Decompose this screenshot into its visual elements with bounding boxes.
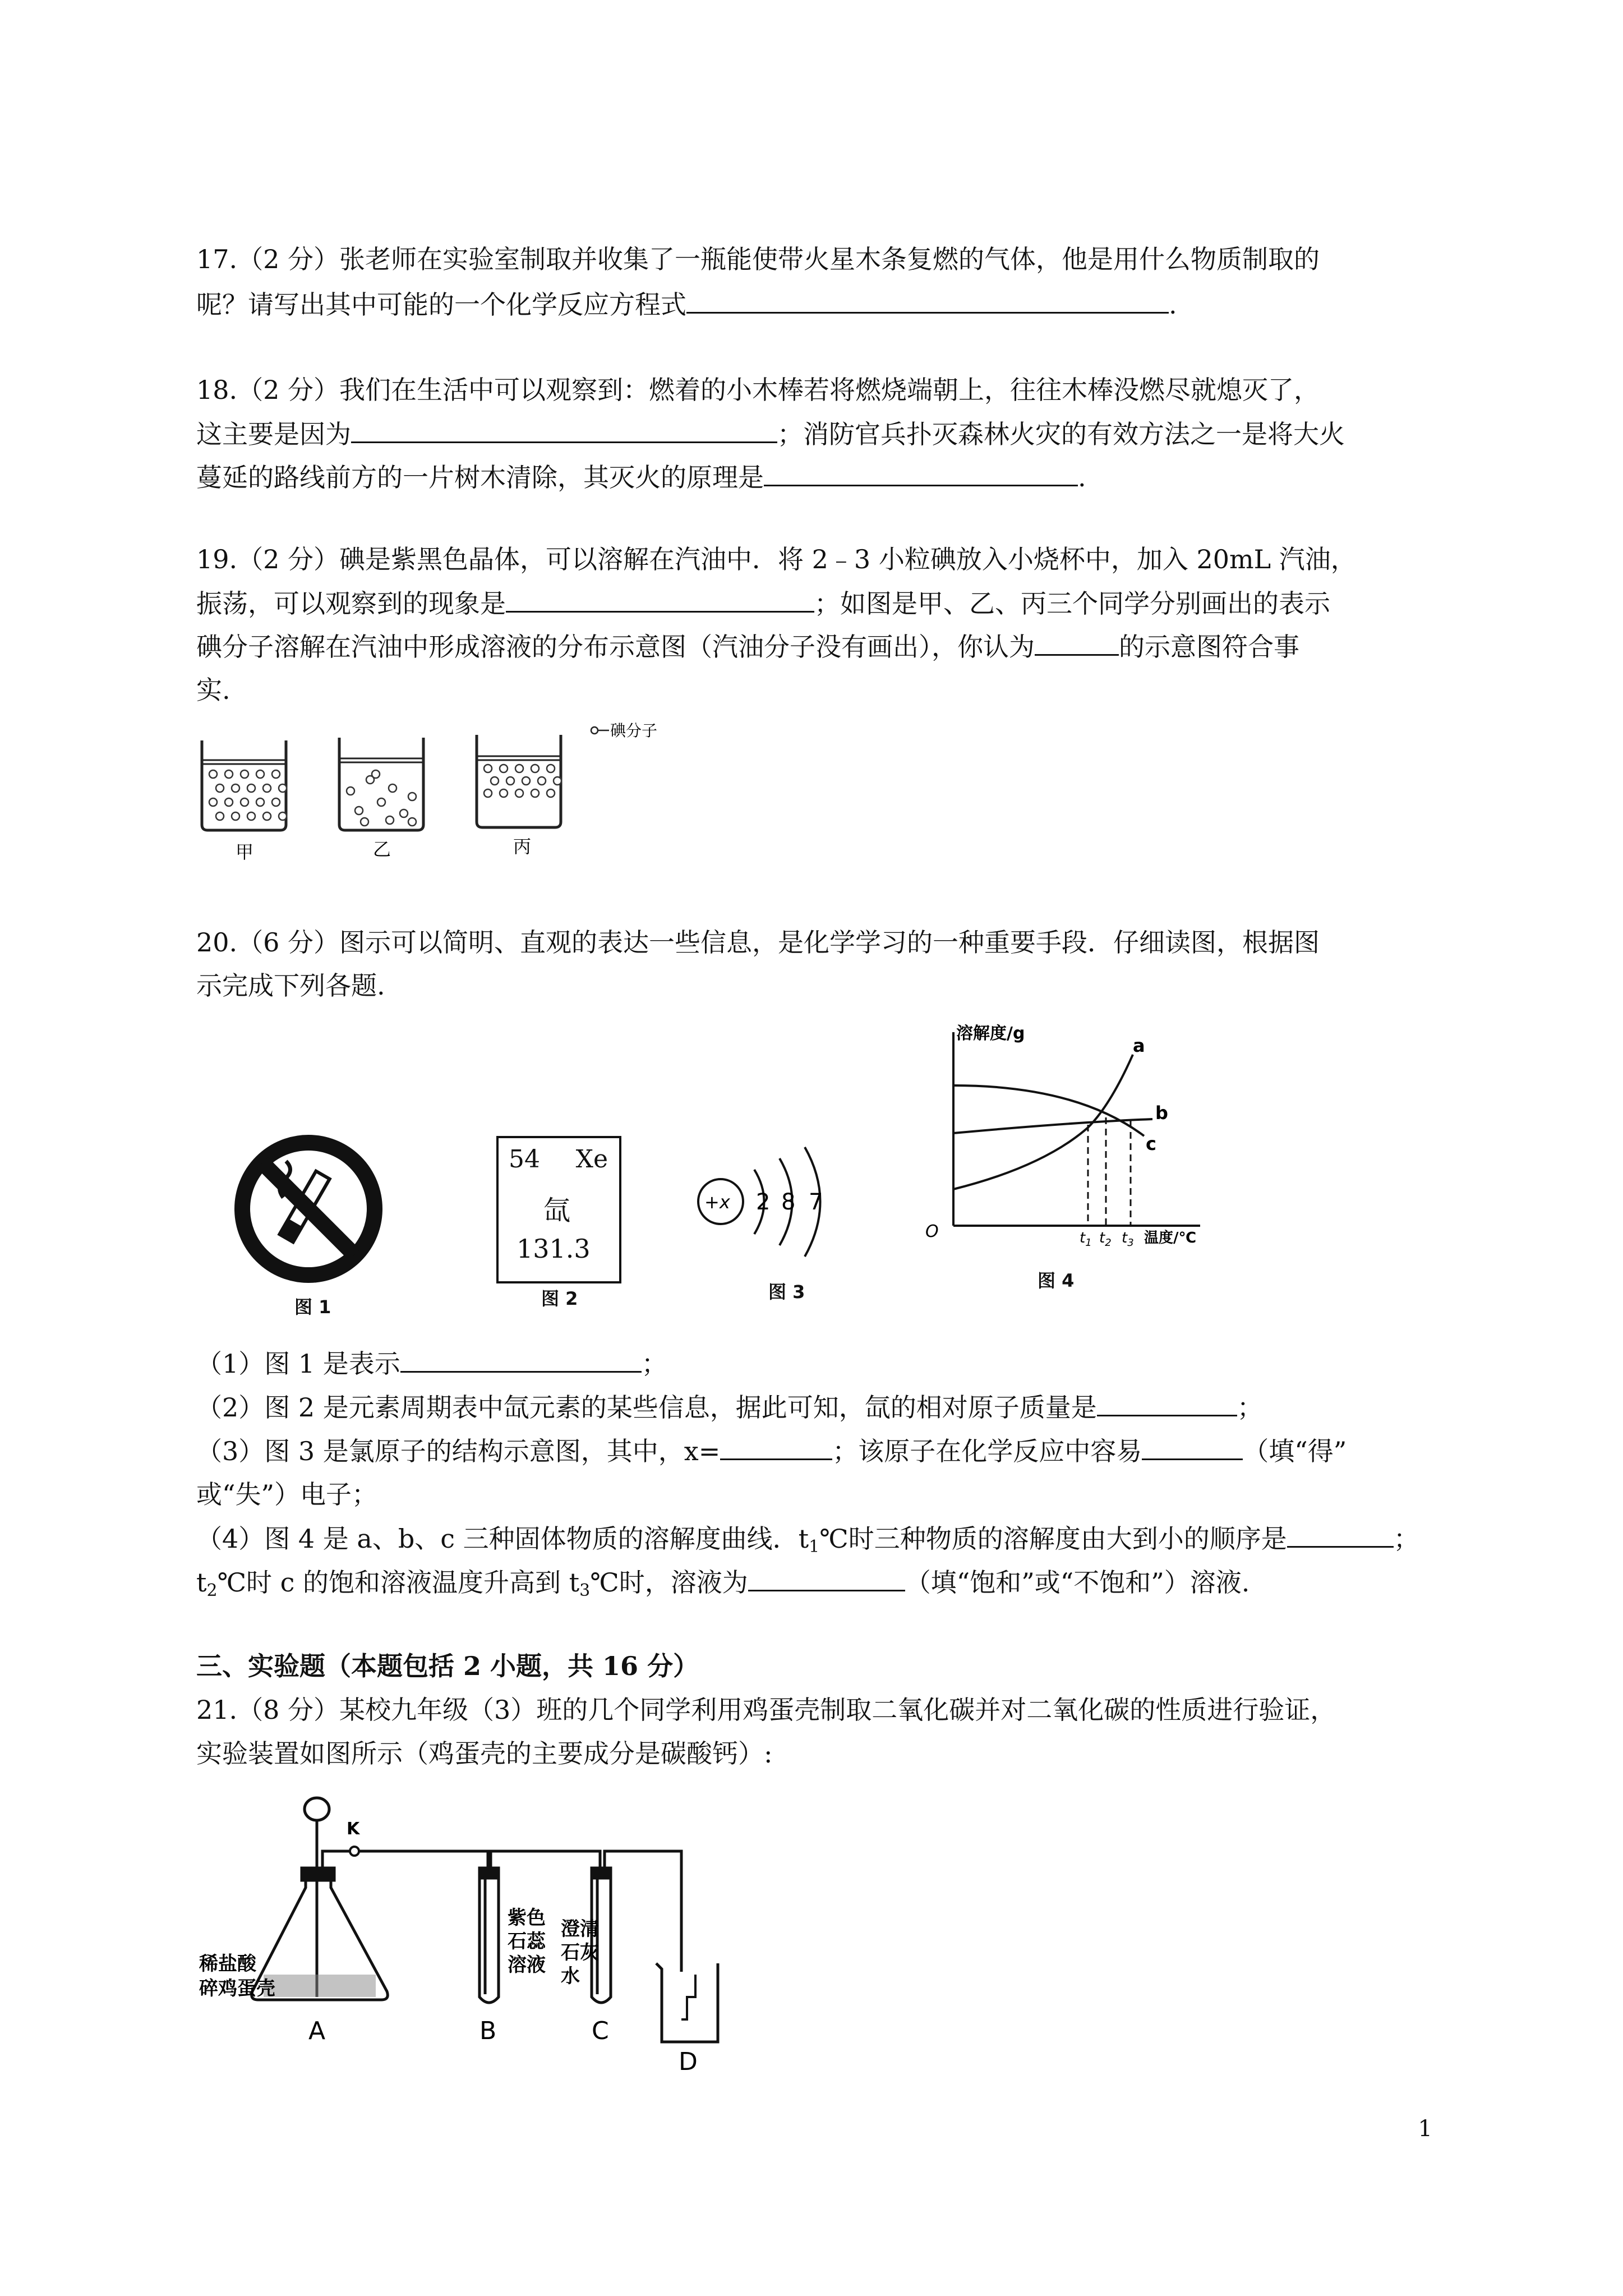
iodine-molecule <box>506 777 514 785</box>
nucleus-charge: +x <box>704 1191 730 1213</box>
q18-answer-blank-2[interactable] <box>764 460 1078 486</box>
q20-sub2-text: （2）图 2 是元素周期表中氙元素的某些信息，据此可知，氙的相对原子质量是 <box>196 1392 1097 1423</box>
tube-b-c <box>491 1851 600 1874</box>
q20-sub3-line-2: 或“失”）电子； <box>196 1479 378 1510</box>
q20-sub1-blank[interactable] <box>400 1346 642 1373</box>
q19-answer-blank-2[interactable] <box>1035 629 1119 656</box>
q20-sub2-end: ； <box>1237 1392 1263 1423</box>
tube-b-text-1: 紫色 <box>508 1907 546 1929</box>
iodine-molecule <box>247 812 255 820</box>
iodine-molecule <box>279 812 287 820</box>
q20-sub4-text-e: （填“饱和”或“不饱和”）溶液. <box>905 1567 1250 1598</box>
tube-a-b <box>322 1851 488 1874</box>
q18-text-b: ；消防官兵扑灭森林火灾的有效方法之一是将大火 <box>777 419 1345 449</box>
iodine-molecule <box>531 765 539 772</box>
origin-label: O <box>925 1222 939 1241</box>
curve-c <box>953 1085 1144 1136</box>
solubility-curve-chart <box>920 1021 1223 1257</box>
q17-answer-blank[interactable] <box>686 287 1169 314</box>
test-tube-b <box>479 1868 499 2003</box>
iodine-molecule <box>225 798 233 806</box>
q19-line-2 <box>196 586 1330 620</box>
q20-sub4 <box>196 1521 1419 1564</box>
iodine-molecule <box>256 798 264 806</box>
flask-label-eggshell: 碎鸡蛋壳 <box>199 1977 275 2000</box>
curve-b-label: b <box>1155 1102 1168 1124</box>
iodine-molecule <box>515 789 523 797</box>
x-axis-label: 温度/℃ <box>1144 1230 1196 1246</box>
q20-sub4-t2-sub: 2 <box>206 1581 218 1600</box>
iodine-molecule <box>209 798 217 806</box>
q19-line-1: 19.（2 分）碘是紫黑色晶体，可以溶解在汽油中．将 2﹣3 小粒碘放入小烧杯中，加入 20mL 汽油， <box>196 544 1357 574</box>
apparatus-label-c: C <box>592 2017 609 2045</box>
q20-sub3-text-b: ；该原子在化学反应中容易 <box>832 1436 1142 1466</box>
q18-text-c: 蔓延的路线前方的一片树木清除，其灭火的原理是 <box>196 462 764 493</box>
iodine-molecule <box>500 789 508 797</box>
iodine-molecule <box>522 777 530 785</box>
iodine-molecule <box>272 770 280 778</box>
apparatus-label-b: B <box>479 2017 497 2045</box>
q20-sub4-text-d: ℃时，溶液为 <box>590 1567 748 1598</box>
q20-sub4-t3-sub: 3 <box>579 1581 591 1600</box>
iodine-molecule <box>372 770 380 778</box>
iodine-molecules <box>209 765 561 826</box>
co2-apparatus-figure <box>196 1795 735 2076</box>
t1-tick-label: $t_1$ <box>1080 1230 1092 1249</box>
tube-c-text-3: 水 <box>561 1965 580 1987</box>
q18-line-1: 18.（2 分）我们在生活中可以观察到：燃着的小木棒若将燃烧端朝上，往往木棒没燃尽就熄灭了， <box>196 375 1320 405</box>
q20-sub2-blank[interactable] <box>1097 1390 1237 1416</box>
q18-text-a: 这主要是因为 <box>196 419 351 449</box>
iodine-molecule <box>241 798 248 806</box>
curve-c-label: c <box>1146 1133 1156 1154</box>
q20-sub4-t2: t <box>196 1567 207 1598</box>
q19-text-d: 的示意图符合事 <box>1119 632 1299 662</box>
shell-2-electrons: 8 <box>781 1189 796 1215</box>
beaker-label-bing: 丙 <box>513 836 532 857</box>
iodine-molecule <box>547 765 555 772</box>
iodine-molecule <box>232 812 239 820</box>
q20-sub4-blank-1[interactable] <box>1287 1521 1394 1548</box>
q19-text-a: 振荡，可以观察到的现象是 <box>196 588 506 619</box>
crushed-eggshell <box>264 1975 376 1997</box>
q19-text-b: ；如图是甲、乙、丙三个同学分别画出的表示 <box>814 588 1330 619</box>
iodine-molecule <box>484 789 492 797</box>
no-smoking-icon <box>230 1130 387 1287</box>
iodine-molecule <box>247 784 255 792</box>
q17-line-2 <box>196 287 1177 321</box>
tube-c-text-1: 澄清 <box>561 1918 599 1940</box>
beaker-label-jia: 甲 <box>236 841 254 863</box>
iodine-molecule <box>347 787 354 795</box>
iodine-molecule <box>531 789 539 797</box>
fig3-label: 图 3 <box>768 1281 805 1303</box>
beaker-label-yi: 乙 <box>373 839 391 860</box>
iodine-molecule <box>538 777 546 785</box>
iodine-molecule <box>377 798 385 806</box>
t2-tick-label: $t_2$ <box>1099 1230 1112 1249</box>
q20-sub4-t1-sub: 1 <box>809 1537 820 1557</box>
q20-sub3-blank-2[interactable] <box>1142 1434 1243 1460</box>
q17-line-1: 17.（2 分）张老师在实验室制取并收集了一瓶能使带火星木条复燃的气体，他是用什么物质制取的 <box>196 244 1320 274</box>
iodine-beakers-figure <box>191 718 729 875</box>
q20-sub2 <box>196 1390 1263 1424</box>
iodine-molecule <box>225 770 233 778</box>
iodine-molecule <box>272 798 280 806</box>
q19-text-c: 碘分子溶解在汽油中形成溶液的分布示意图（汽油分子没有画出），你认为 <box>196 632 1035 662</box>
legend-label: 碘分子 <box>610 721 658 740</box>
q21-line-1: 21.（8 分）某校九年级（3）班的几个同学利用鸡蛋壳制取二氧化碳并对二氧化碳的性质进行验证， <box>196 1695 1336 1725</box>
q20-sub3-blank-1[interactable] <box>720 1434 832 1460</box>
curve-a-label: a <box>1133 1035 1145 1056</box>
q19-line-4: 实. <box>196 675 230 705</box>
iodine-molecule <box>209 770 217 778</box>
beaker-yi <box>339 738 423 830</box>
iodine-molecule <box>408 818 416 826</box>
beaker-jia <box>202 740 286 830</box>
iodine-molecule <box>256 770 264 778</box>
q17-prompt: 呢？请写出其中可能的一个化学反应方程式 <box>196 289 686 320</box>
iodine-molecule <box>400 809 408 817</box>
iodine-molecule <box>484 765 492 772</box>
iodine-molecule <box>547 789 555 797</box>
t3-tick-label: $t_3$ <box>1122 1230 1134 1249</box>
q18-line-3 <box>196 460 1086 494</box>
page-number: 1 <box>1418 2116 1432 2142</box>
valve-k[interactable] <box>350 1847 359 1856</box>
iodine-molecule <box>389 784 396 792</box>
flask-a <box>252 1798 388 2000</box>
iodine-molecule <box>491 777 499 785</box>
tube-c-text-2: 石灰 <box>561 1941 599 1964</box>
iodine-molecule <box>408 793 416 800</box>
iodine-molecule <box>355 807 363 815</box>
iodine-molecule <box>386 816 394 824</box>
q20-sub1-text: （1）图 1 是表示 <box>196 1349 400 1379</box>
iodine-molecule <box>279 784 287 792</box>
q19-answer-blank-1[interactable] <box>506 586 814 613</box>
y-axis-label: 溶解度/g <box>956 1024 1025 1043</box>
xenon-element-card <box>496 1136 621 1283</box>
iodine-molecule <box>515 765 523 772</box>
tube-b-text-2: 石蕊 <box>508 1930 546 1953</box>
q20-sub1-end: ； <box>641 1349 667 1379</box>
shell-3-electrons: 7 <box>809 1189 823 1215</box>
q17-period: . <box>1169 289 1177 320</box>
q20-sub3-text-c: （填“得” <box>1243 1436 1347 1466</box>
beaker-bing <box>477 735 561 827</box>
q20-sub4-blank-2[interactable] <box>748 1565 905 1591</box>
iodine-molecule-legend <box>591 721 657 740</box>
iodine-molecule <box>232 784 239 792</box>
element-name: 氙 <box>543 1195 571 1226</box>
shell-1-electrons: 2 <box>756 1189 771 1215</box>
q18-period: . <box>1078 462 1086 493</box>
valve-label: K <box>347 1819 360 1839</box>
q20-sub4-end: ； <box>1393 1524 1419 1554</box>
section-3-title: 三、实验题（本题包括 2 小题，共 16 分） <box>196 1651 699 1681</box>
q20-sub4-text-b: ℃时三种物质的溶解度由大到小的顺序是 <box>819 1524 1287 1554</box>
tube-b-text-3: 溶液 <box>508 1954 546 1976</box>
iodine-molecule <box>554 777 561 785</box>
tube-c-d <box>605 1851 681 1972</box>
q20-sub4-text-a: （4）图 4 是 a、b、c 三种固体物质的溶解度曲线．t <box>196 1524 809 1554</box>
apparatus-label-a: A <box>308 2017 326 2045</box>
fig2-label: 图 2 <box>541 1288 578 1309</box>
iodine-molecule <box>263 812 271 820</box>
q18-answer-blank-1[interactable] <box>351 417 777 443</box>
iodine-molecule <box>216 812 224 820</box>
atomic-number: 54 <box>509 1145 540 1174</box>
beaker-d <box>656 1963 718 2042</box>
iodine-molecule <box>216 784 224 792</box>
q20-line-1: 20.（6 分）图示可以简明、直观的表达一些信息，是化学学习的一种重要手段．仔细读图，根据图 <box>196 927 1320 958</box>
iodine-molecule <box>500 765 508 772</box>
q21-line-2: 实验装置如图所示（鸡蛋壳的主要成分是碳酸钙）: <box>196 1738 773 1769</box>
element-symbol: Xe <box>575 1145 608 1174</box>
iodine-molecule <box>241 770 248 778</box>
q20-line-2: 示完成下列各题. <box>196 970 385 1001</box>
iodine-molecule <box>361 818 368 826</box>
q20-sub4-text-c: ℃时 c 的饱和溶液温度升高到 t <box>217 1567 580 1598</box>
q20-sub4-line-2 <box>196 1565 1249 1608</box>
chlorine-atom-diagram <box>690 1139 858 1262</box>
apparatus-label-d: D <box>679 2047 698 2076</box>
fig4-label: 图 4 <box>1038 1270 1075 1291</box>
q20-sub3-text-a: （3）图 3 是氯原子的结构示意图，其中，x= <box>196 1436 721 1466</box>
flask-label-acid: 稀盐酸 <box>199 1953 256 1975</box>
iodine-molecule <box>263 784 271 792</box>
q19-line-3 <box>196 629 1299 664</box>
q20-sub1 <box>196 1346 667 1381</box>
q20-sub3 <box>196 1434 1347 1468</box>
fig1-label: 图 1 <box>294 1296 331 1318</box>
atomic-mass: 131.3 <box>517 1234 591 1264</box>
q18-line-2 <box>196 417 1345 451</box>
